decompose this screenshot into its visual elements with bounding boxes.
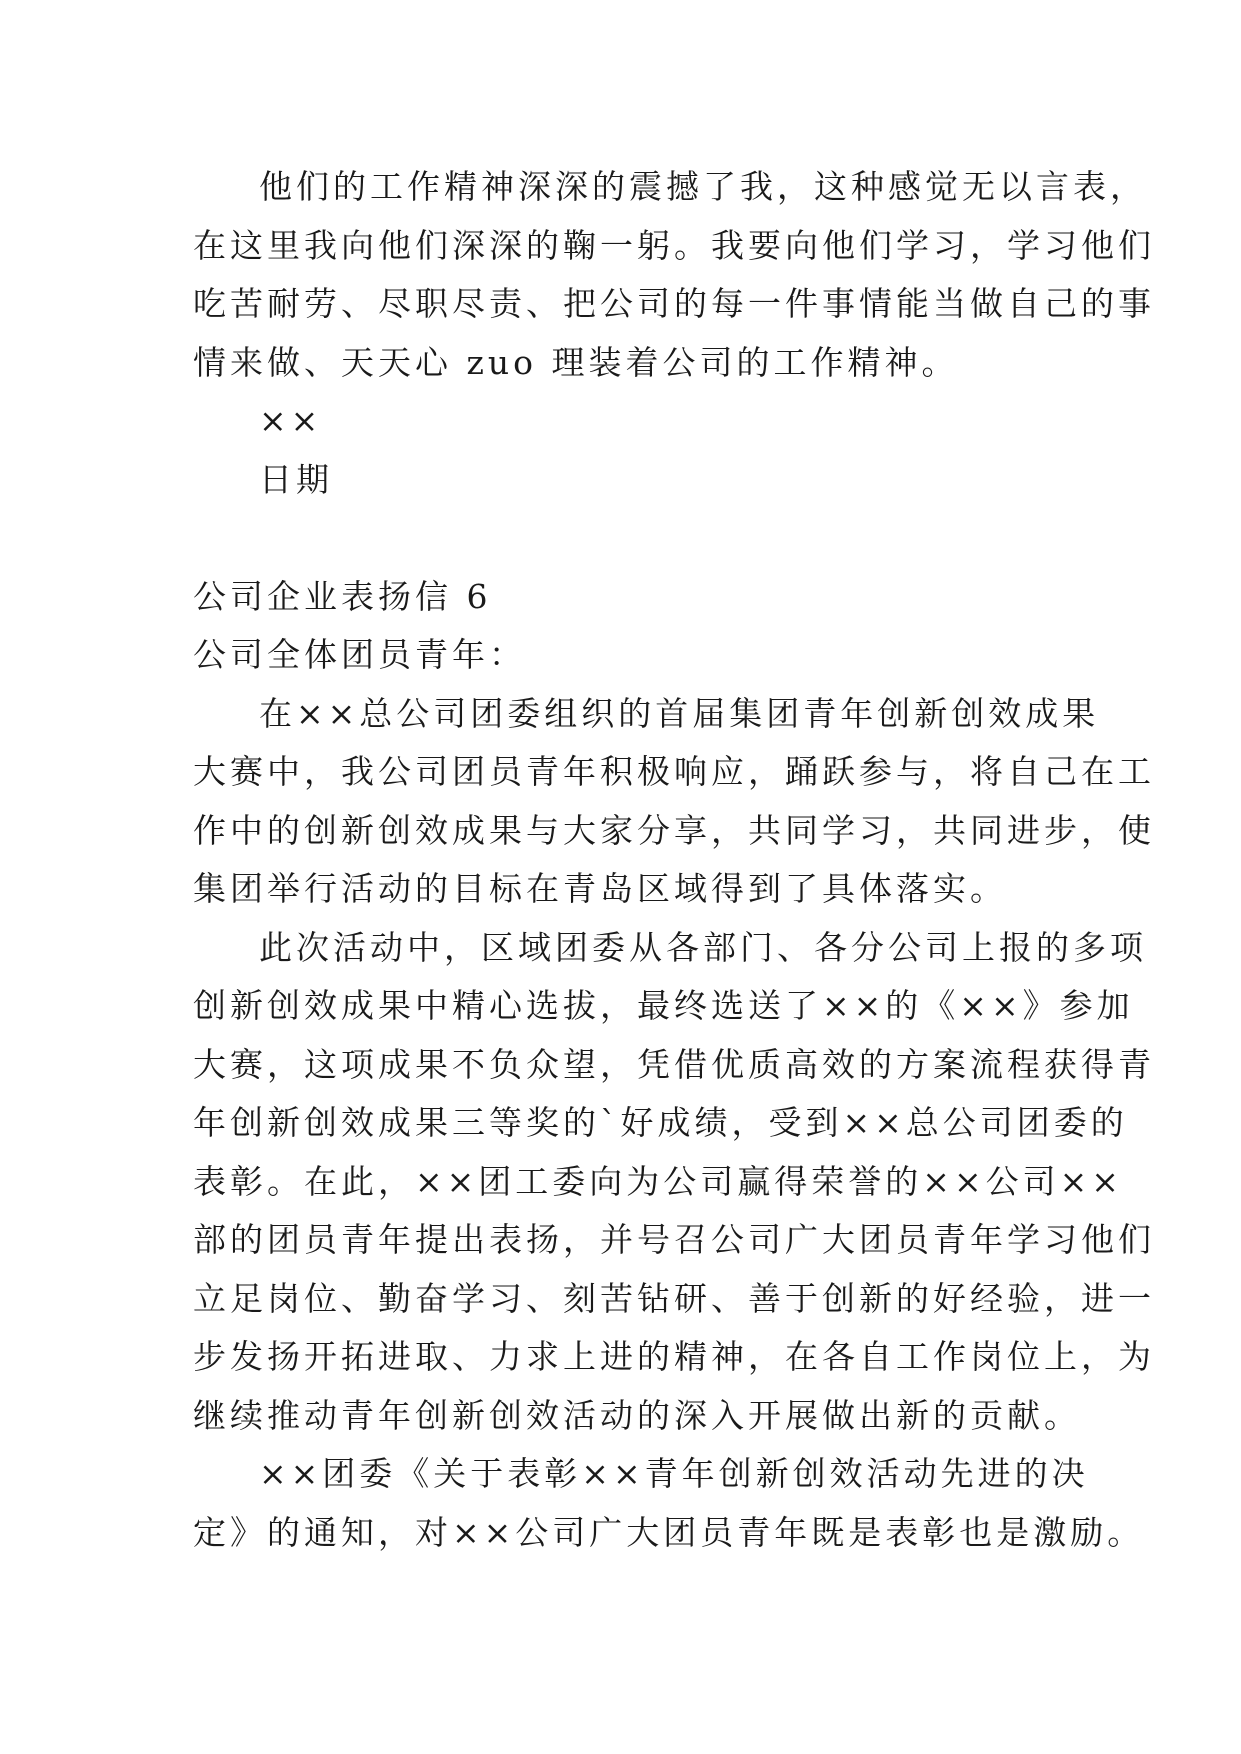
letter-title: 公司企业表扬信 6 [193, 576, 492, 616]
paragraph-line: 大赛中，我公司团员青年积极响应，踊跃参与，将自己在工 [193, 752, 1155, 791]
paragraph-line: 继续推动青年创新创效活动的深入开展做出新的贡献。 [193, 1395, 1081, 1435]
paragraph-line: 集团举行活动的目标在青岛区域得到了具体落实。 [193, 869, 1007, 908]
paragraph-line: 此次活动中，区域团委从各部门、各分公司上报的多项 [259, 927, 1147, 967]
salutation: 公司全体团员青年： [193, 635, 526, 674]
paragraph-line: 在××总公司团委组织的首届集团青年创新创效成果 [259, 693, 1100, 733]
paragraph-line: 情来做、天天心 zuo 理装着公司的工作精神。 [193, 342, 959, 382]
paragraph-line: 作中的创新创效成果与大家分享，共同学习，共同进步，使 [193, 810, 1155, 850]
paragraph-line: 年创新创效成果三等奖的`好成绩，受到××总公司团委的 [193, 1103, 1128, 1142]
paragraph-line: 立足岗位、勤奋学习、刻苦钻研、善于创新的好经验，进一 [193, 1278, 1155, 1318]
paragraph-line: 定》的通知，对××公司广大团员青年既是表彰也是激励。 [193, 1512, 1145, 1552]
paragraph-line: 步发扬开拓进取、力求上进的精神，在各自工作岗位上，为 [193, 1337, 1155, 1376]
date: 日期 [259, 459, 333, 499]
paragraph-line: ××团委《关于表彰××青年创新创效活动先进的决 [259, 1454, 1089, 1493]
paragraph-line: 表彰。在此，××团工委向为公司赢得荣誉的××公司×× [193, 1161, 1123, 1201]
paragraph-line: 创新创效成果中精心选拔，最终选送了××的《××》参加 [193, 986, 1134, 1025]
paragraph-line: 部的团员青年提出表扬，并号召公司广大团员青年学习他们 [193, 1220, 1155, 1259]
paragraph-line: 在这里我向他们深深的鞠一躬。我要向他们学习，学习他们 [193, 225, 1155, 265]
paragraph-line: 他们的工作精神深深的震撼了我，这种感觉无以言表， [259, 167, 1147, 206]
spacer [193, 509, 1073, 568]
document-page [193, 158, 1155, 1562]
signature: ×× [259, 401, 323, 440]
paragraph-line: 大赛，这项成果不负众望，凭借优质高效的方案流程获得青 [193, 1044, 1155, 1084]
paragraph-line: 吃苦耐劳、尽职尽责、把公司的每一件事情能当做自己的事 [193, 284, 1155, 323]
